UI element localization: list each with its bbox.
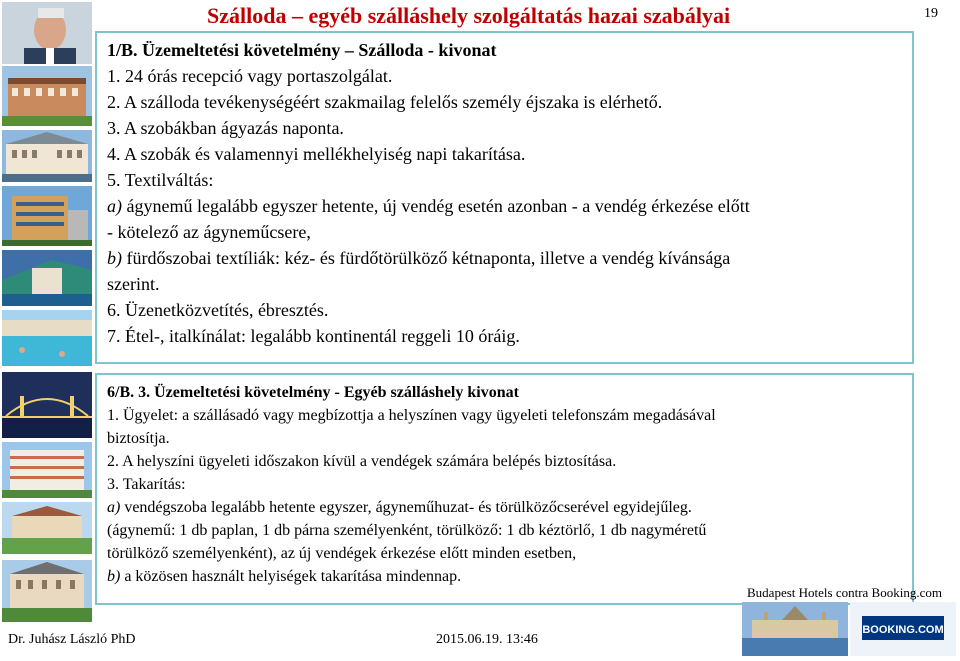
line-text: a közösen használt helyiségek takarítása mindennap. (120, 568, 462, 585)
page-number: 19 (924, 6, 938, 21)
box2-line: 3. Takarítás: (107, 476, 186, 493)
booking-logo-text: BOOKING.COM (862, 624, 944, 636)
list-marker: a) (107, 499, 121, 516)
list-marker: b) (107, 248, 122, 268)
list-marker: a) (107, 196, 122, 216)
box2-line: törülköző személyenként), az új vendégek érkezése előtt minden esetben, (107, 545, 577, 562)
box1-line: 6. Üzenetközvetítés, ébresztés. (107, 300, 329, 320)
hotel-photo-3 (2, 186, 92, 246)
list-marker: b) (107, 568, 121, 585)
slide-title: Szálloda – egyéb szálláshely szolgáltatás hazai szabályai (207, 3, 731, 28)
box2-line: biztosítja. (107, 430, 170, 447)
box1-line (107, 245, 902, 271)
line-text: fürdőszobai textíliák: kéz- és fürdőtörülköző kétnaponta, illetve a vendég kívánsága (122, 248, 731, 268)
promo-image (742, 602, 956, 656)
line-text: vendégszoba legalább hetente egyszer, ágyneműhuzat- és törülközőcserével egyidejűleg. (120, 499, 692, 516)
hotel-photo-1 (2, 66, 92, 126)
box1-line: 1. 24 órás recepció vagy portaszolgálat. (107, 66, 393, 86)
box1-line: szerint. (107, 274, 160, 294)
box1-heading: 1/B. Üzemeltetési követelmény – Szálloda - kivonat (107, 40, 497, 60)
hotel-photo-6 (2, 502, 92, 554)
footer-author: Dr. Juhász László PhD (8, 632, 136, 647)
photo-strip (0, 0, 95, 659)
hotel-photo-5 (2, 442, 92, 498)
box1-line: - kötelező az ágyneműcsere, (107, 222, 311, 242)
box1-line (107, 193, 902, 219)
hotel-photo-7 (2, 560, 92, 622)
credit-line: Budapest Hotels contra Booking.com (747, 585, 942, 600)
box1-line: 5. Textilváltás: (107, 170, 214, 190)
hotel-photo-2 (2, 130, 92, 182)
box2-line: (ágynemű: 1 db paplan, 1 db párna személyenként, törülköző: 1 db kéztörlő, 1 db nagyméretű (107, 522, 707, 539)
box2-line (107, 496, 902, 519)
bridge-night-photo (2, 372, 92, 438)
hotel-photo-4 (2, 250, 92, 306)
box2-line: 2. A helyszíni ügyeleti időszakon kívül a vendégek számára belépés biztosítása. (107, 453, 617, 470)
box1-line: 2. A szálloda tevékenységéért szakmailag felelős személy éjszaka is elérhető. (107, 92, 663, 112)
box1-line: 7. Étel-, italkínálat: legalább kontinentál reggeli 10 óráig. (107, 326, 520, 346)
other-accommodation-box (95, 373, 914, 605)
box1-line: 3. A szobákban ágyazás naponta. (107, 118, 344, 138)
box2-line: 1. Ügyelet: a szállásadó vagy megbízottja a helyszínen vagy ügyeleti telefonszám megadásával (107, 407, 716, 424)
hotel-requirements-box (95, 31, 914, 364)
author-photo (2, 2, 92, 64)
pool-photo (2, 310, 92, 366)
footer-date: 2015.06.19. 13:46 (436, 632, 538, 647)
box2-heading: 6/B. 3. Üzemeltetési követelmény - Egyéb szálláshely kivonat (107, 384, 519, 401)
line-text: ágynemű legalább egyszer hetente, új vendég esetén azonban - a vendég érkezése előtt (122, 196, 750, 216)
box1-line: 4. A szobák és valamennyi mellékhelyiség napi takarítása. (107, 144, 526, 164)
